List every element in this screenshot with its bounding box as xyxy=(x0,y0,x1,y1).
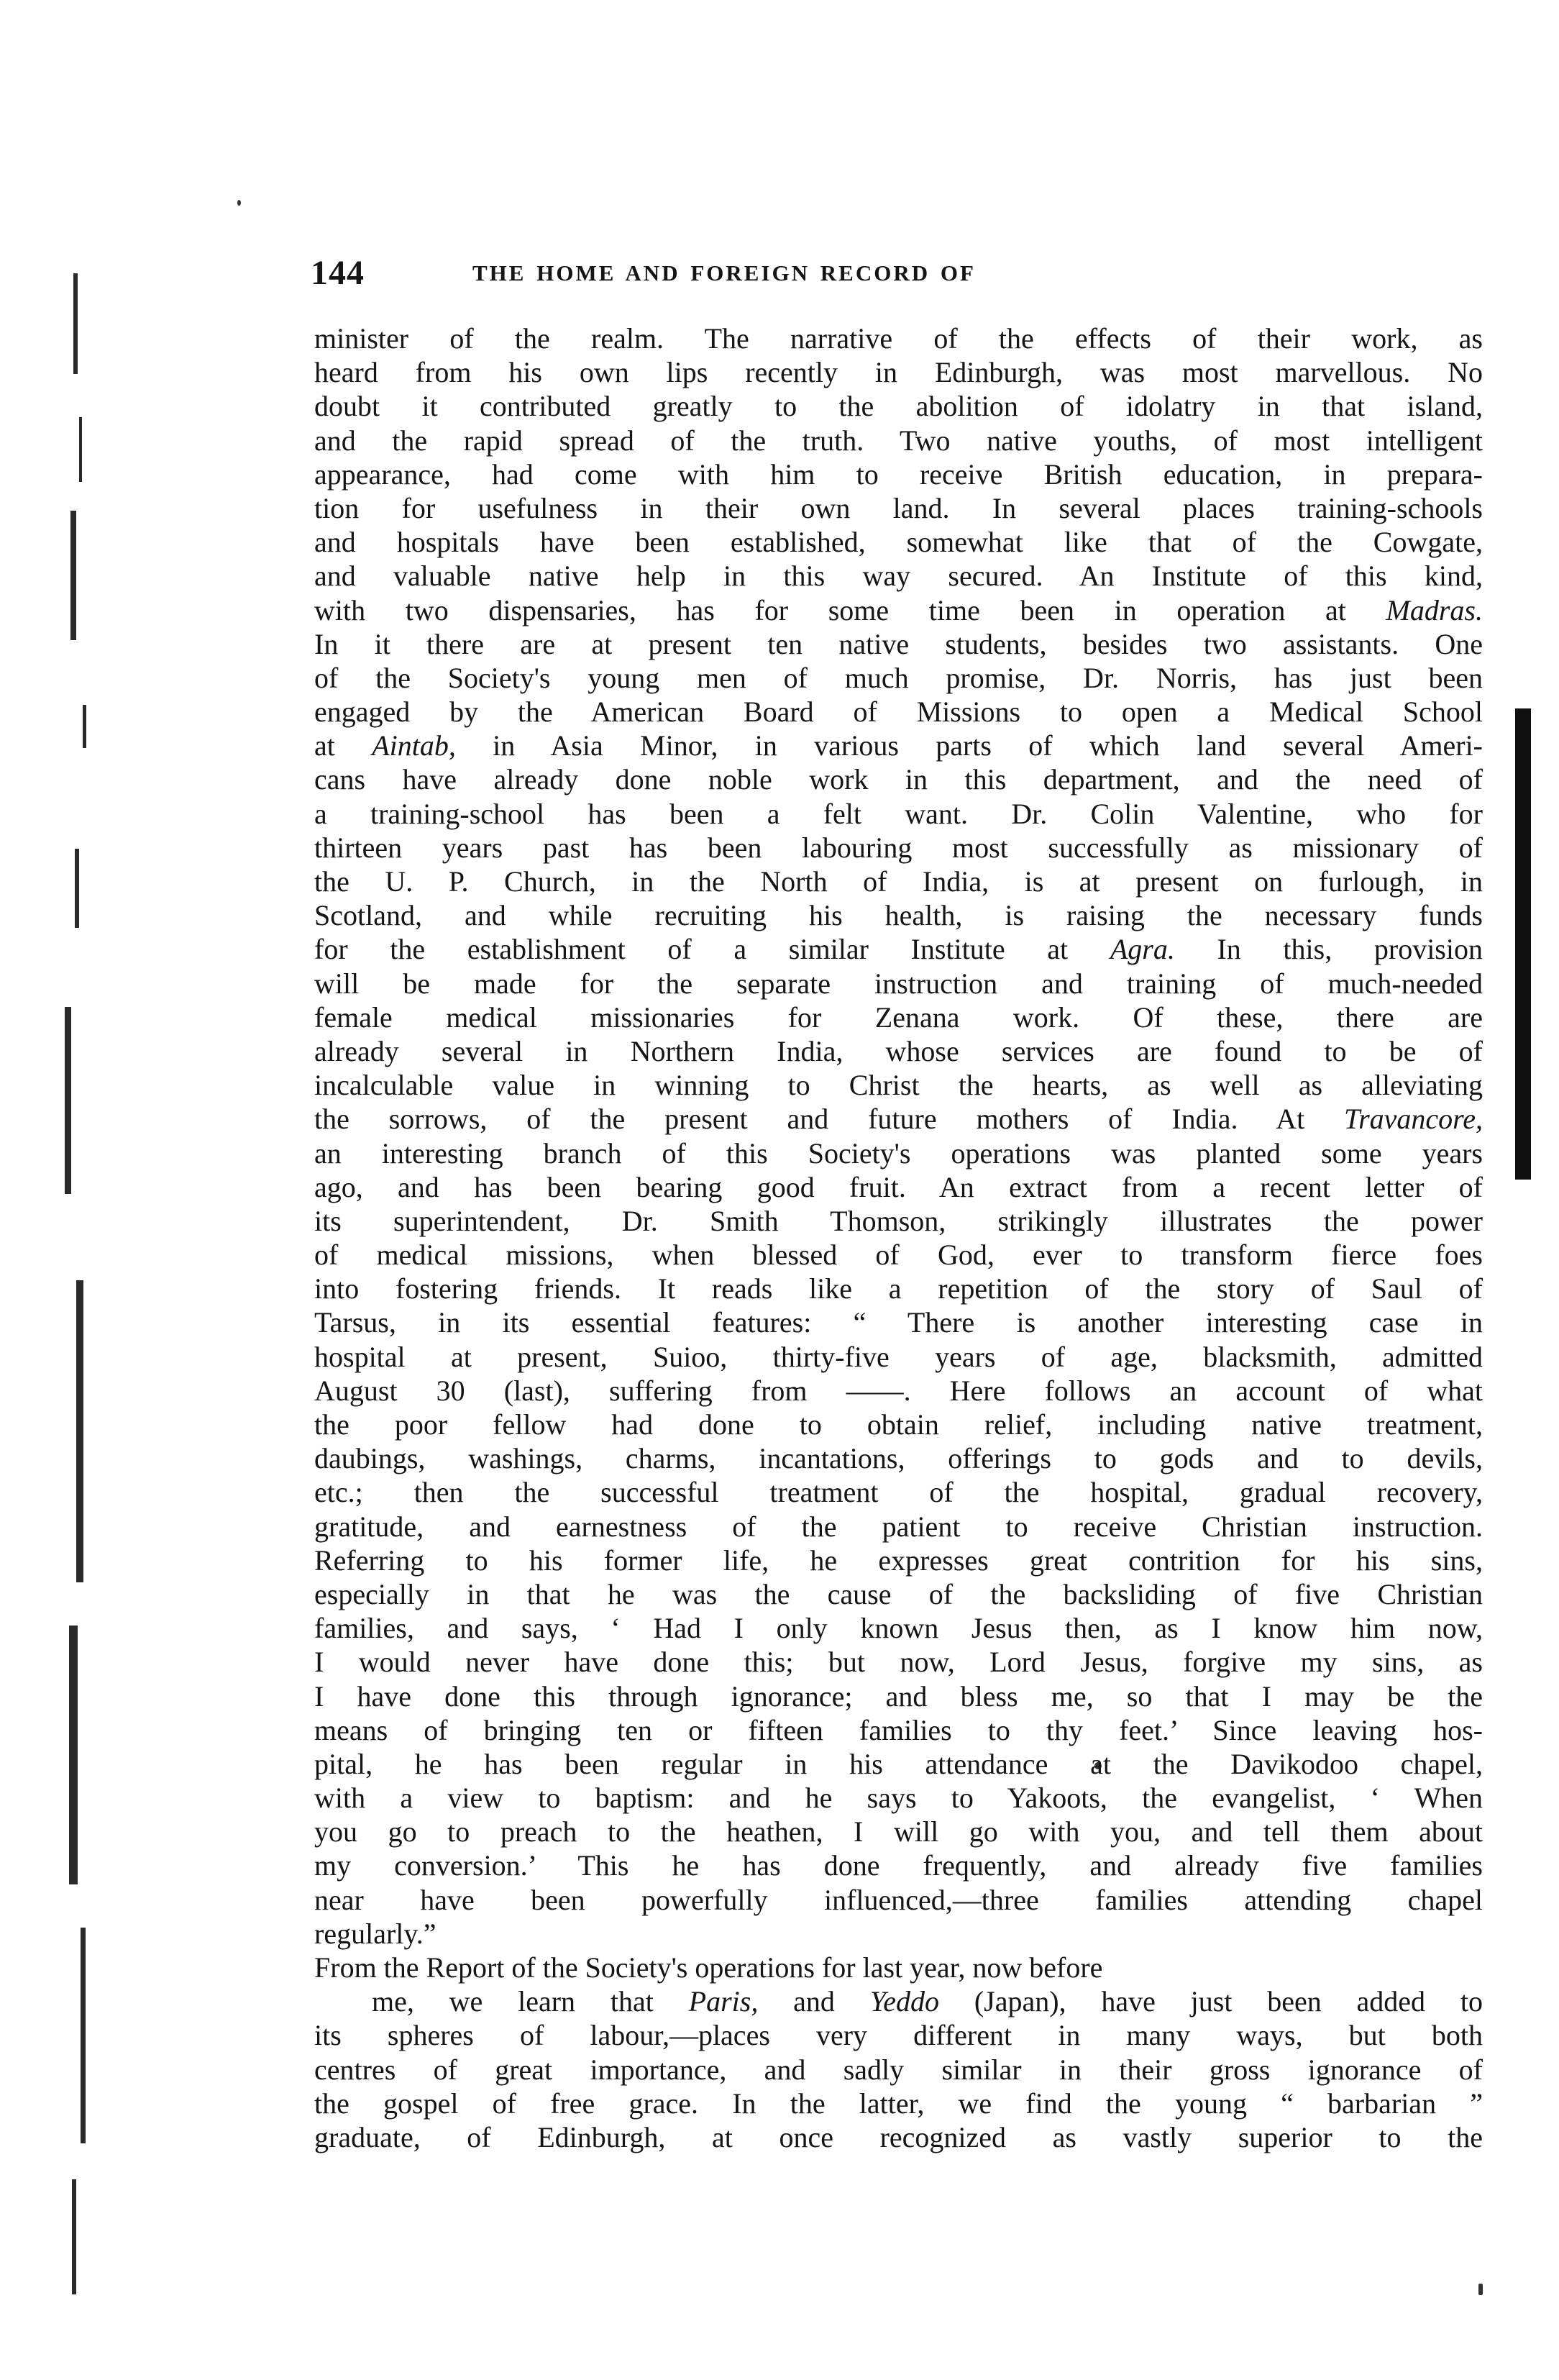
binding-gutter-shadow xyxy=(43,201,101,2359)
text-line: and the rapid spread of the truth. Two native youths, of most intelligent xyxy=(314,424,1483,457)
text-line: its superintendent, Dr. Smith Thomson, strikingly illustrates the power xyxy=(314,1204,1483,1237)
text-line: tion for usefulness in their own land. In several places training-schools xyxy=(314,491,1483,524)
text-line: etc.; then the successful treatment of the hospital, gradual recovery, xyxy=(314,1476,1483,1509)
running-head: THE HOME AND FOREIGN RECORD OF xyxy=(472,260,976,286)
text-line: daubings, washings, charms, incantations, offerings to gods and to devils, xyxy=(314,1442,1483,1475)
text-line: incalculable value in winning to Christ the hearts, as well as alleviating xyxy=(314,1069,1483,1102)
text-line: Referring to his former life, he expresses great contrition for his sins, xyxy=(314,1544,1483,1577)
text-line: appearance, had come with him to receive British education, in prepara- xyxy=(314,457,1483,491)
text-line: Scotland, and while recruiting his health, is raising the necessary funds xyxy=(314,899,1483,932)
text-line: me, we learn that Paris, and Yeddo (Japan), have just been added to xyxy=(372,1985,1483,2018)
text-line: into fostering friends. It reads like a repetition of the story of Saul of xyxy=(314,1272,1483,1305)
text-line: regularly.” xyxy=(314,1917,436,1950)
scan-speck xyxy=(237,200,241,206)
text-line: for the establishment of a similar Institute at Agra. In this, provision xyxy=(314,933,1483,966)
text-line: graduate, of Edinburgh, at once recognized as vastly superior to the xyxy=(314,2120,1483,2153)
text-line: at Aintab, in Asia Minor, in various parts of which land several Ameri- xyxy=(314,729,1483,762)
margin-scan-bar xyxy=(1515,708,1531,1180)
text-line: with two dispensaries, has for some time been in operation at Madras. xyxy=(314,593,1483,626)
text-line: my conversion.’ This he has done frequently, and already five families xyxy=(314,1849,1483,1882)
text-line: In it there are at present ten native students, besides two assistants. One xyxy=(314,627,1483,660)
text-line: I would never have done this; but now, Lord Jesus, forgive my sins, as xyxy=(314,1646,1483,1679)
text-line: especially in that he was the cause of the backsliding of five Christian xyxy=(314,1577,1483,1610)
text-line: engaged by the American Board of Missions to open a Medical School xyxy=(314,696,1483,729)
text-line: the poor fellow had done to obtain relief, including native treatment, xyxy=(314,1408,1483,1441)
text-line: cans have already done noble work in this department, and the need of xyxy=(314,763,1483,796)
page-header xyxy=(311,253,1497,296)
text-line: its spheres of labour,—places very different in many ways, but both xyxy=(314,2019,1483,2052)
text-line: From the Report of the Society's operations for last year, now before xyxy=(314,1951,1103,1984)
text-line: doubt it contributed greatly to the abolition of idolatry in that island, xyxy=(314,390,1483,423)
text-line: Tarsus, in its essential features: “ There is another interesting case in xyxy=(314,1306,1483,1339)
text-line: means of bringing ten or fifteen families to thy feet.’ Since leaving hos- xyxy=(314,1713,1483,1746)
text-line: heard from his own lips recently in Edinburgh, was most marvellous. No xyxy=(314,356,1483,389)
text-line: and valuable native help in this way secured. An Institute of this kind, xyxy=(314,560,1483,593)
body-text xyxy=(314,322,1483,2154)
text-line: August 30 (last), suffering from ——. Here follows an account of what xyxy=(314,1374,1483,1407)
scan-speck xyxy=(1478,2284,1483,2295)
text-line: ago, and has been bearing good fruit. An extract from a recent letter of xyxy=(314,1170,1483,1203)
text-line: minister of the realm. The narrative of the effects of their work, as xyxy=(314,322,1483,355)
text-line: gratitude, and earnestness of the patient to receive Christian instruction. xyxy=(314,1510,1483,1543)
text-line: families, and says, ‘ Had I only known Jesus then, as I know him now, xyxy=(314,1612,1483,1645)
text-line: a training-school has been a felt want. Dr. Colin Valentine, who for xyxy=(314,797,1483,830)
text-line: the sorrows, of the present and future mothers of India. At Travancore, xyxy=(314,1103,1483,1136)
text-line: an interesting branch of this Society's operations was planted some years xyxy=(314,1136,1483,1170)
text-line: you go to preach to the heathen, I will go with you, and tell them about xyxy=(314,1815,1483,1848)
text-line: already several in Northern India, whose services are found to be of xyxy=(314,1034,1483,1067)
text-line: thirteen years past has been labouring most successfully as missionary of xyxy=(314,831,1483,864)
text-line: I have done this through ignorance; and bless me, so that I may be the xyxy=(314,1679,1483,1713)
text-line: and hospitals have been established, somewhat like that of the Cowgate, xyxy=(314,526,1483,559)
text-line: of the Society's young men of much promise, Dr. Norris, has just been xyxy=(314,661,1483,694)
page-number: 144 xyxy=(311,254,365,292)
text-line: the U. P. Church, in the North of India, is at present on furlough, in xyxy=(314,865,1483,898)
text-line: with a view to baptism: and he says to Yakoots, the evangelist, ‘ When xyxy=(314,1782,1483,1815)
text-line: centres of great importance, and sadly similar in their gross ignorance of xyxy=(314,2053,1483,2086)
text-line: the gospel of free grace. In the latter, we find the young “ barbarian ” xyxy=(314,2087,1483,2120)
text-line: will be made for the separate instruction and training of much-needed xyxy=(314,967,1483,1000)
text-line: pital, he has been regular in his attendance at the Davikodoo chapel, xyxy=(314,1747,1483,1780)
text-line: of medical missions, when blessed of God, ever to transform fierce foes xyxy=(314,1239,1483,1272)
text-line: hospital at present, Suioo, thirty-five years of age, blacksmith, admitted xyxy=(314,1340,1483,1373)
text-line: near have been powerfully influenced,—three families attending chapel xyxy=(314,1883,1483,1916)
text-line: female medical missionaries for Zenana work. Of these, there are xyxy=(314,1000,1483,1034)
